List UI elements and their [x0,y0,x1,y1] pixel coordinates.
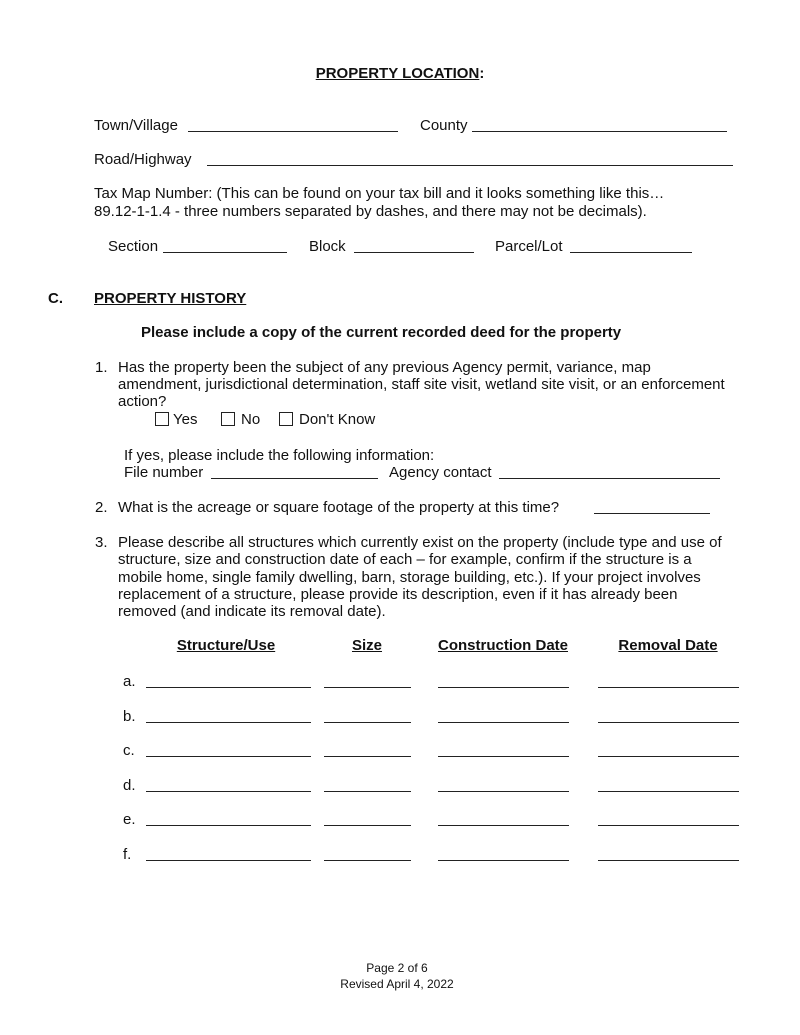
acreage-field[interactable] [594,513,710,514]
file-number-field[interactable] [211,478,378,479]
section-label: Section [108,238,159,255]
tax-map-instructions-2: 89.12-1-1.4 - three numbers separated by dashes, and there may not be decimals). [94,203,647,220]
structure-use-field[interactable] [146,791,311,792]
q3-text-4: replacement of a structure, please provide its description, even if it has already been [118,586,678,603]
q1-number: 1. [95,359,108,376]
q1-text-3: action? [118,393,167,410]
road-highway-label: Road/Highway [94,151,192,168]
parcel-lot-label: Parcel/Lot [495,238,563,255]
agency-contact-label: Agency contact [389,464,492,481]
row-letter: b. [123,707,136,725]
construction-date-field[interactable] [438,825,569,826]
structure-use-field[interactable] [146,687,311,688]
q3-text-5: removed (and indicate its removal date). [118,603,386,620]
town-village-field[interactable] [188,131,398,132]
q3-number: 3. [95,534,108,551]
county-field[interactable] [472,131,727,132]
removal-date-field[interactable] [598,687,739,688]
size-field[interactable] [324,722,411,723]
removal-date-field[interactable] [598,791,739,792]
dont-know-checkbox[interactable] [279,412,293,426]
file-number-label: File number [124,464,204,481]
yes-label: Yes [173,411,198,428]
structure-use-field[interactable] [146,825,311,826]
row-letter: a. [123,673,136,690]
town-village-label: Town/Village [94,117,178,134]
county-label: County [420,117,468,134]
q3-text-2: structure, size and construction date of each – for example, confirm if the structure is a [118,551,692,568]
row-letter: f. [123,845,132,863]
size-field[interactable] [324,756,411,757]
block-field[interactable] [354,252,474,253]
size-field[interactable] [324,687,411,688]
q3-text-3: mobile home, single family dwelling, barn, storage building, etc.). If your project involves [118,569,701,586]
if-yes-text: If yes, please include the following information: [124,447,435,464]
heading-colon: : [479,65,485,82]
revised-date: Revised April 4, 2022 [340,977,454,991]
structure-use-field[interactable] [146,756,311,757]
header-structure-use: Structure/Use [176,637,276,654]
size-field[interactable] [324,825,411,826]
q3-text-1: Please describe all structures which currently exist on the property (include type and use of [118,534,722,551]
construction-date-field[interactable] [438,687,569,688]
row-letter: d. [123,776,136,794]
removal-date-field[interactable] [598,722,739,723]
construction-date-field[interactable] [438,791,569,792]
header-size: Size [351,637,383,654]
agency-contact-field[interactable] [499,478,720,479]
size-field[interactable] [324,791,411,792]
row-letter: c. [123,742,135,759]
page-number: Page 2 of 6 [366,961,428,975]
property-location-heading [316,65,485,82]
no-checkbox[interactable] [221,412,235,426]
heading-text: PROPERTY LOCATION [315,65,480,82]
removal-date-field[interactable] [598,756,739,757]
property-history-heading: PROPERTY HISTORY [94,290,247,307]
structure-use-field[interactable] [146,860,311,861]
q1-text-1: Has the property been the subject of any previous Agency permit, variance, map [118,359,651,376]
section-letter: C. [48,290,63,307]
construction-date-field[interactable] [438,756,569,757]
row-letter: e. [123,811,136,828]
q1-text-2: amendment, jurisdictional determination, staff site visit, wetland site visit, or an enforcement [118,376,725,393]
deed-note: Please include a copy of the current recorded deed for the property [141,324,622,341]
tax-map-instructions-1: Tax Map Number: (This can be found on your tax bill and it looks something like this… [94,185,665,202]
road-highway-field[interactable] [207,165,733,166]
removal-date-field[interactable] [598,860,739,861]
construction-date-field[interactable] [438,722,569,723]
yes-checkbox[interactable] [155,412,169,426]
size-field[interactable] [324,860,411,861]
parcel-lot-field[interactable] [570,252,692,253]
header-construction-date: Construction Date [437,637,569,654]
header-removal-date: Removal Date [618,637,718,654]
block-label: Block [309,238,346,255]
section-field[interactable] [163,252,287,253]
dont-know-label: Don't Know [299,411,376,428]
structure-use-field[interactable] [146,722,311,723]
removal-date-field[interactable] [598,825,739,826]
construction-date-field[interactable] [438,860,569,861]
no-label: No [241,411,261,428]
q2-text: What is the acreage or square footage of the property at this time? [118,499,560,516]
q2-number: 2. [95,499,108,516]
